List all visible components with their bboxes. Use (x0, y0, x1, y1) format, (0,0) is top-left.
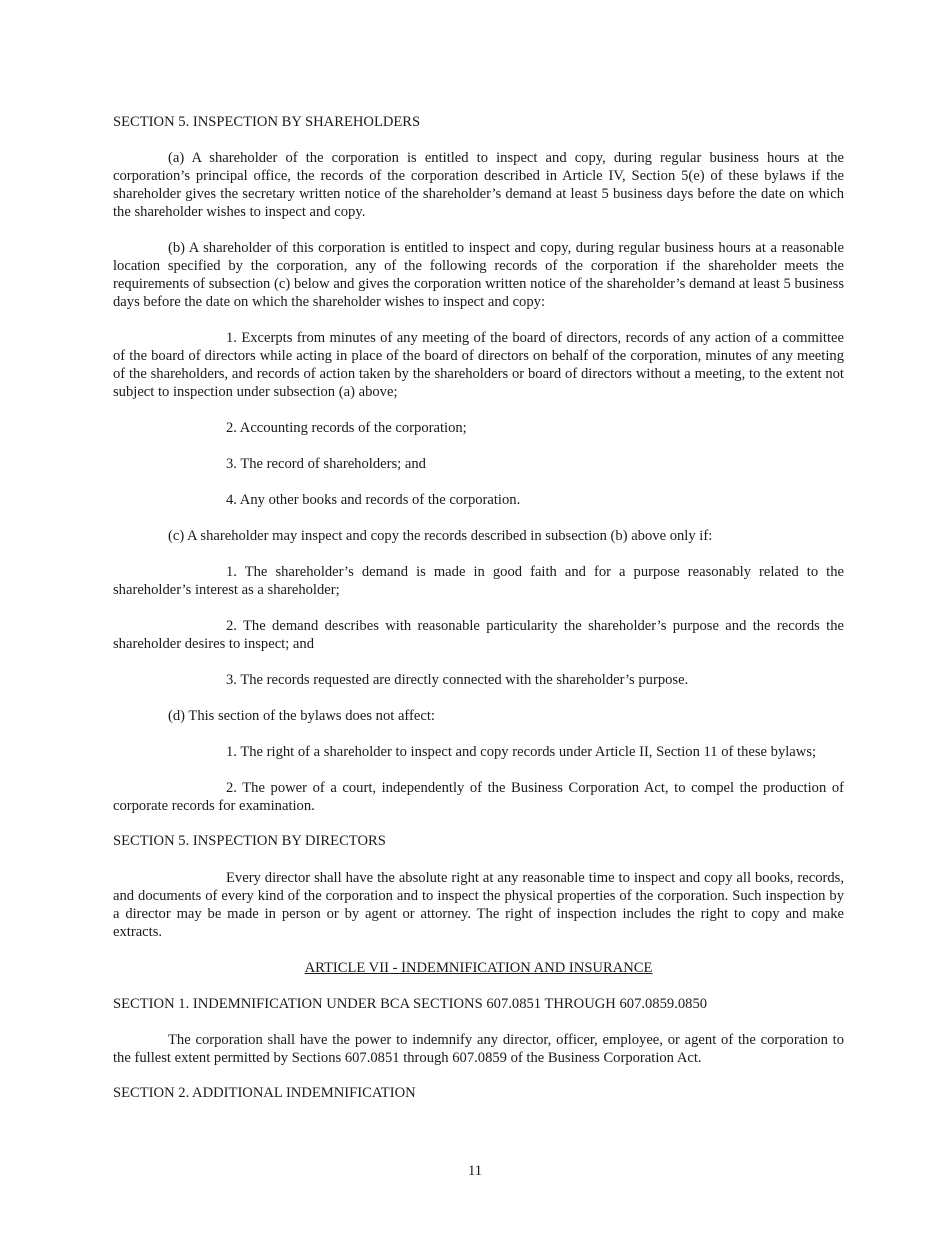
list-item-d1: 1. The right of a shareholder to inspect and copy records under Article II, Section 11 of these bylaws; (226, 744, 817, 760)
section-heading-inspection-by-directors: SECTION 5. INSPECTION BY DIRECTORS (113, 833, 386, 849)
list-item-c3: 3. The records requested are directly connected with the shareholder’s purpose. (226, 672, 689, 688)
section-heading-indemnification: SECTION 1. INDEMNIFICATION UNDER BCA SECTIONS 607.0851 THROUGH 607.0859.0850 (113, 996, 708, 1012)
list-item-b3: 3. The record of shareholders; and (226, 456, 426, 472)
paragraph-c: (c) A shareholder may inspect and copy the records described in subsection (b) above only if: (168, 528, 713, 544)
list-item-c1: 1. The shareholder’s demand is made in good faith and for a purpose reasonably related to the shareholder’s interest as a shareholder; (113, 564, 844, 598)
paragraph-indemnification: The corporation shall have the power to indemnify any director, officer, employee, or agent of the corporation to the fullest extent permitted by Sections 607.0851 through 607.0859 of the Business Corporation Act. (113, 1032, 844, 1066)
list-item-d2: 2. The power of a court, independently of the Business Corporation Act, to compel the production of corporate records for examination. (113, 780, 844, 814)
paragraph-directors: Every director shall have the absolute right at any reasonable time to inspect and copy all books, records, and documents of every kind of the corporation and to inspect the physical properties of the corporation. Such inspection by a director may be made in person or by agent or attorney. The right of inspection includes the right to copy and make extracts. (113, 870, 844, 940)
page-number: 11 (467, 1163, 483, 1179)
paragraph-b: (b) A shareholder of this corporation is entitled to inspect and copy, during regular business hours at a reasonable location specified by the corporation, any of the following records of the corporation if the shareholder meets the requirements of subsection (c) below and gives the corporation written notice of the shareholder’s demand at least 5 business days before the date on which the shareholder wishes to inspect and copy: (113, 240, 844, 310)
list-item-b2: 2. Accounting records of the corporation; (226, 420, 467, 436)
list-item-b1: 1. Excerpts from minutes of any meeting of the board of directors, records of any action of a committee of the board of directors while acting in place of the board of directors on behalf of the corporation, minutes of any meeting of the shareholders, and records of action taken by the shareholders or board of directors without a meeting, to the extent not subject to inspection under subsection (a) above; (113, 330, 844, 400)
section-heading-inspection-by-shareholders: SECTION 5. INSPECTION BY SHAREHOLDERS (113, 114, 421, 130)
paragraph-d: (d) This section of the bylaws does not affect: (168, 708, 435, 724)
paragraph-a: (a) A shareholder of the corporation is entitled to inspect and copy, during regular business hours at the corporation’s principal office, the records of the corporation described in Article IV, Section 5(e) of these bylaws if the shareholder gives the secretary written notice of the shareholder’s demand at least 5 business days before the date on which the shareholder wishes to inspect and copy. (113, 150, 844, 220)
list-item-b4: 4. Any other books and records of the corporation. (226, 492, 521, 508)
article-title (113, 959, 844, 977)
list-item-c2: 2. The demand describes with reasonable particularity the shareholder’s purpose and the records the shareholder desires to inspect; and (113, 618, 844, 652)
article-title-text: ARTICLE VII - INDEMNIFICATION AND INSURANCE (304, 960, 653, 976)
section-heading-additional-indemnification: SECTION 2. ADDITIONAL INDEMNIFICATION (113, 1085, 416, 1101)
